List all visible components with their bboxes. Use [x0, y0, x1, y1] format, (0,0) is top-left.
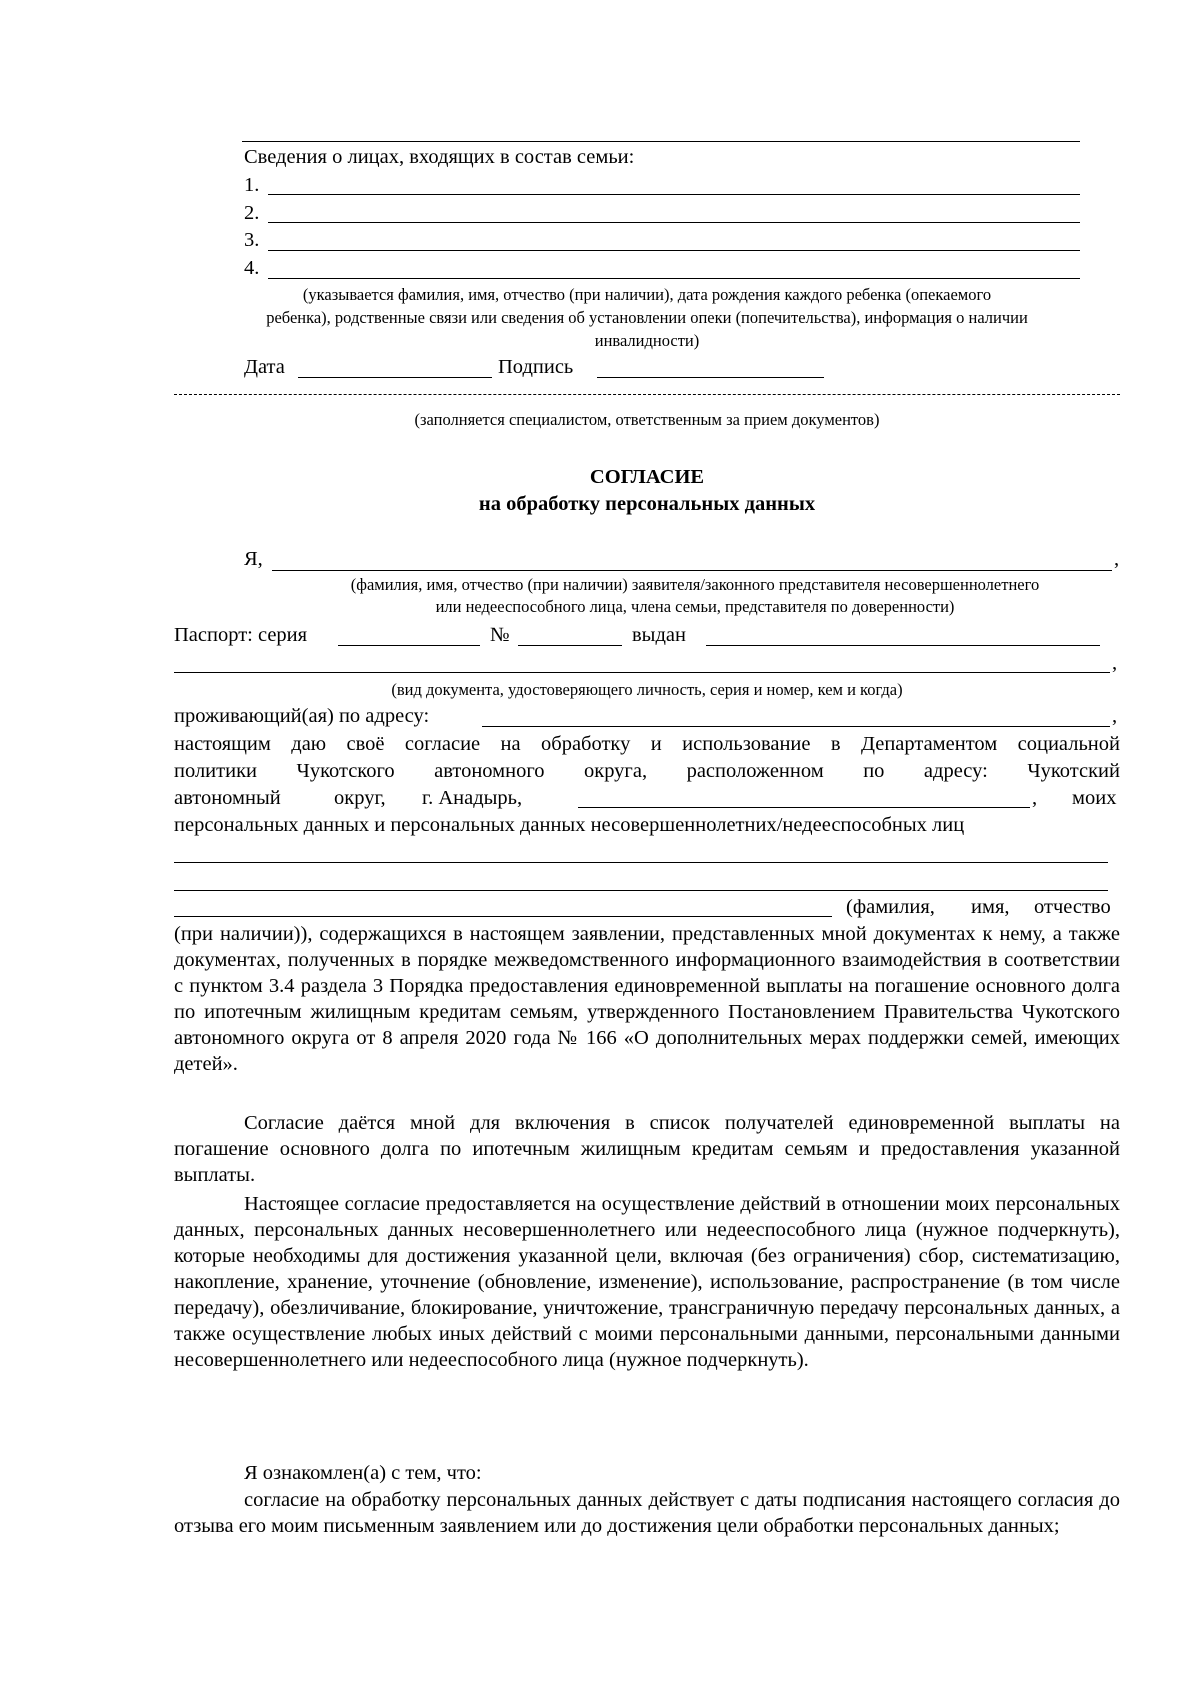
consent-paragraph: Я ознакомлен(а) с тем, что: [244, 1462, 482, 1484]
date-field[interactable] [298, 377, 492, 378]
consent-paragraph: (при наличии)), содержащихся в настоящем заявлении, представленных мной документах к нему, а также документах, полученных в порядке межведомственного информационного взаимодействия в соответствии с пунктом 3.4 раздела 3 Порядка предоставления единовременной выплаты на погашение основного долга по ипотечным жилищным кредитам семьям, утвержденного Постановлением Правительства Чукотского автономного округа от 8 апреля 2020 года № 166 «О дополнительных мерах поддержки семей, имеющих детей». [174, 923, 1120, 1075]
family-item-field[interactable] [268, 194, 1080, 195]
address-label: проживающий(ая) по адресу: [174, 705, 430, 727]
family-item-number: 3. [244, 229, 260, 251]
family-item-field[interactable] [268, 250, 1080, 251]
consent-word: округ, [334, 787, 386, 809]
passport-series-field[interactable] [338, 645, 480, 646]
family-item-number: 2. [244, 202, 260, 224]
persons-field[interactable] [174, 890, 1108, 891]
fio-field[interactable] [272, 570, 1112, 571]
family-heading: Сведения о лицах, входящих в состав семьи: [244, 146, 635, 168]
address-field[interactable] [482, 726, 1110, 727]
family-item-field[interactable] [268, 222, 1080, 223]
date-label: Дата [244, 356, 285, 378]
passport-label: Паспорт: серия [174, 624, 308, 646]
specialist-note: (заполняется специалистом, ответственным за прием документов) [414, 410, 880, 429]
consent-word: моих [1072, 787, 1117, 809]
consent-comma: , [1032, 787, 1038, 809]
document-field[interactable] [174, 672, 1110, 673]
family-note: инвалидности) [594, 331, 700, 350]
passport-number-field[interactable] [518, 645, 622, 646]
consent-title: СОГЛАСИЕ [589, 466, 705, 488]
signature-label: Подпись [498, 356, 574, 378]
top-rule [242, 141, 1080, 142]
family-note: (указывается фамилия, имя, отчество (при наличии), дата рождения каждого ребенка (опекаемого [302, 285, 992, 304]
consent-word: автономный [174, 787, 281, 809]
fio-tail: (фамилия, [846, 896, 935, 918]
fio-tail: имя, [971, 896, 1010, 918]
department-address-field[interactable] [578, 807, 1030, 808]
ya-label: Я, [244, 548, 263, 570]
fio-comma: , [1114, 548, 1120, 570]
family-item-field[interactable] [268, 278, 1080, 279]
persons-field[interactable] [174, 862, 1108, 863]
document-comma: , [1112, 652, 1118, 674]
consent-paragraph: Настоящее согласие предоставляется на осуществление действий в отношении моих персональных данных, персональных данных несовершеннолетнего или недееспособного лица (нужное подчеркнуть), которые необходимы для достижения указанной цели, включая (без ограничения) сбор, систематизацию, накопление, хранение, уточнение (обновление, изменение), использование, распространение (в том числе передачу), обезличивание, блокирование, уничтожение, трансграничную передачу персональных данных, а также осуществление любых иных действий с моими персональными данными, персональными данными несовершеннолетнего или недееспособного лица (нужное подчеркнуть). [174, 1193, 1120, 1371]
issued-label: выдан [632, 624, 686, 646]
consent-line: политики Чукотского автономного округа, расположенном по адресу: Чукотский [174, 760, 1120, 782]
cut-line [174, 394, 1120, 395]
passport-issued-field[interactable] [706, 645, 1100, 646]
consent-word: г. Анадырь, [422, 787, 523, 809]
signature-field[interactable] [597, 377, 824, 378]
family-item-number: 4. [244, 257, 260, 279]
document-note: (вид документа, удостоверяющего личность, серия и номер, кем и когда) [391, 680, 903, 699]
consent-line: персональных данных и персональных данных несовершеннолетних/недееспособных лиц [174, 814, 965, 836]
family-note: ребенка), родственные связи или сведения об установлении опеки (попечительства), информация о наличии [266, 308, 1028, 327]
persons-field[interactable] [174, 916, 832, 917]
consent-line: настоящим даю своё согласие на обработку и использование в Департаментом социальной [174, 733, 1120, 755]
family-item-number: 1. [244, 174, 260, 196]
address-comma: , [1112, 705, 1118, 727]
consent-paragraph: Согласие даётся мной для включения в список получателей единовременной выплаты на погашение основного долга по ипотечным жилищным кредитам семьям и предоставления указанной выплаты. [174, 1112, 1120, 1186]
consent-subtitle: на обработку персональных данных [478, 493, 816, 515]
number-label: № [490, 624, 510, 646]
fio-note: (фамилия, имя, отчество (при наличии) заявителя/законного представителя несовершеннолетнего [350, 575, 1040, 594]
fio-note: или недееспособного лица, члена семьи, представителя по доверенности) [435, 597, 955, 616]
fio-tail: отчество [1034, 896, 1111, 918]
consent-paragraph: согласие на обработку персональных данных действует с даты подписания настоящего согласия до отзыва его моим письменным заявлением или до достижения цели обработки персональных данных; [174, 1489, 1120, 1537]
